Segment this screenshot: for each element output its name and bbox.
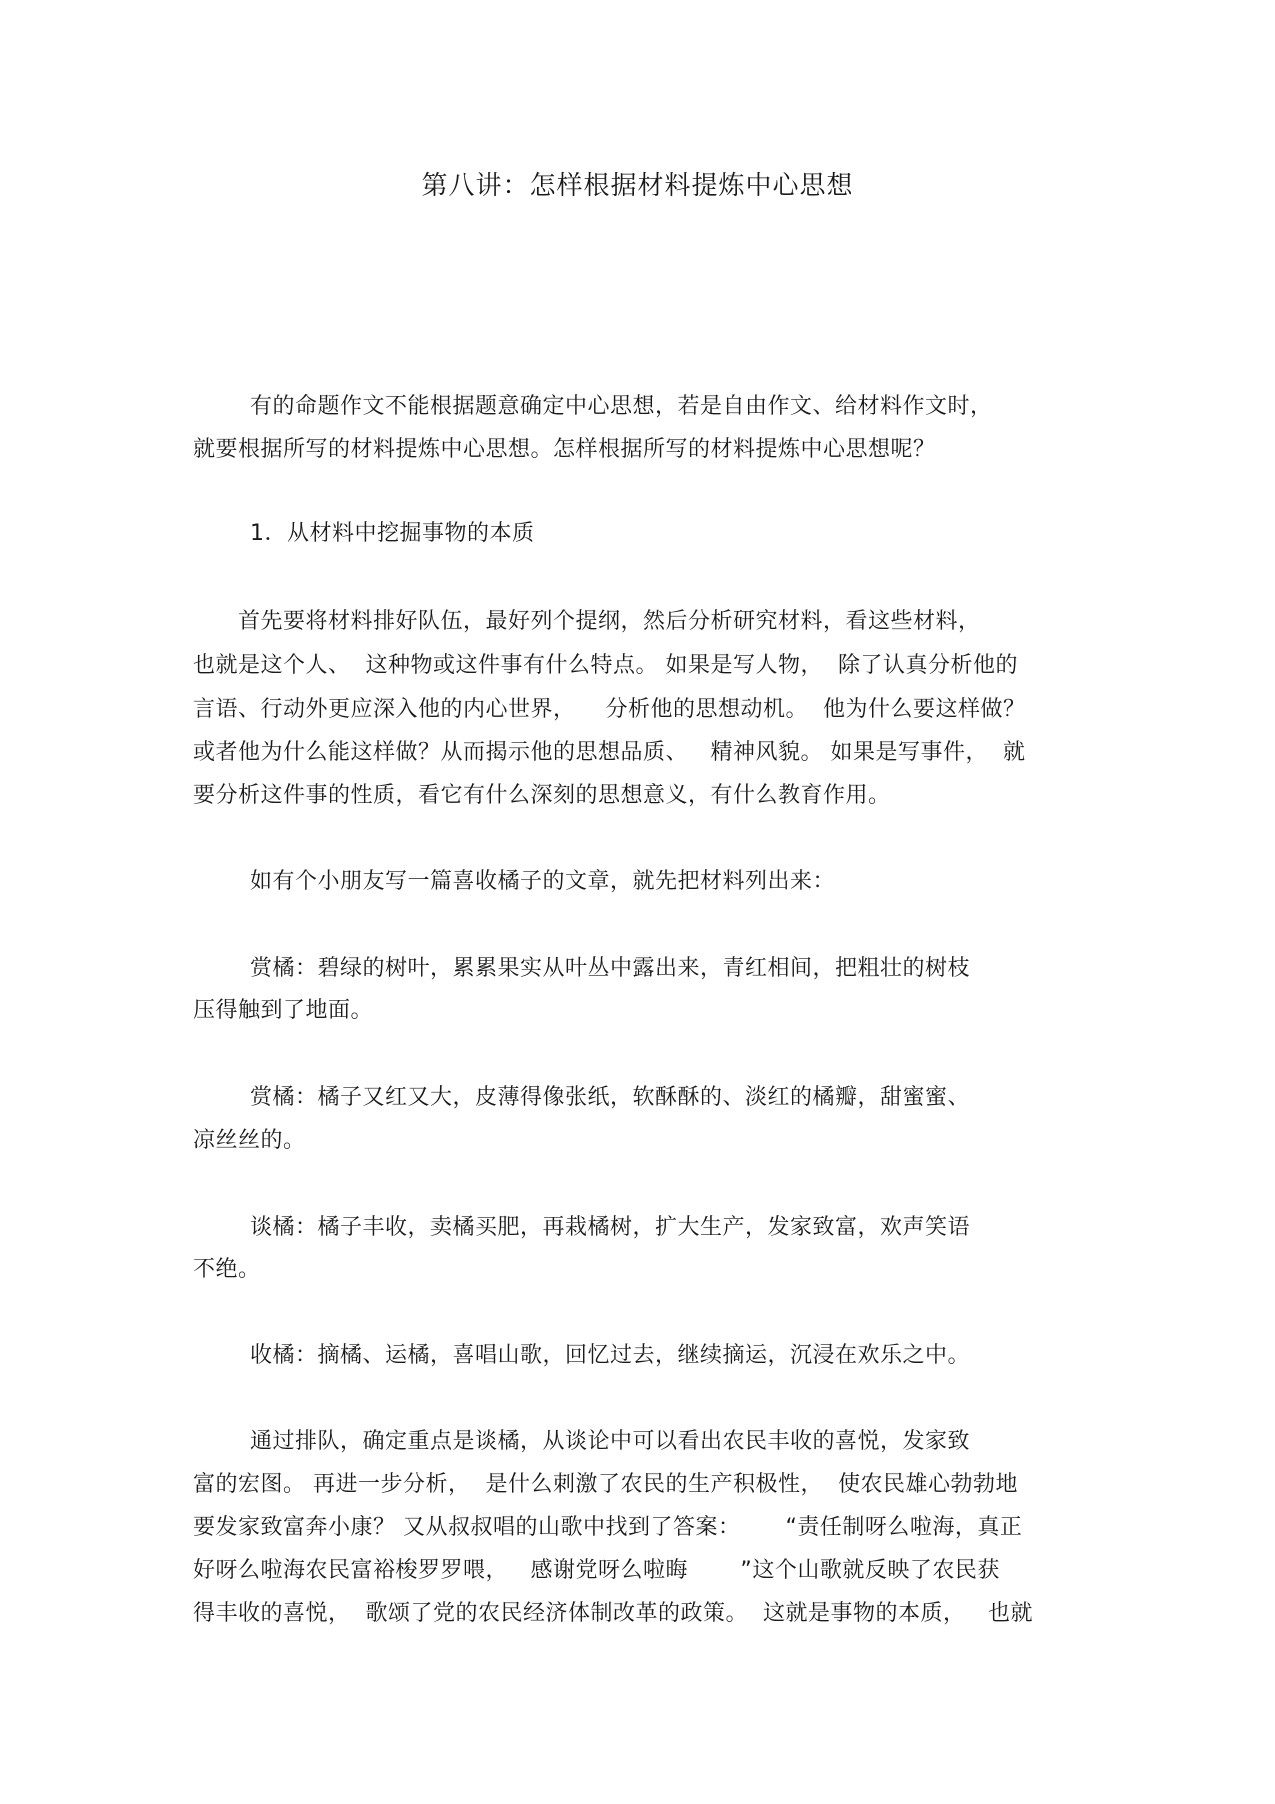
paragraph-4-line-1: 赏橘：碧绿的树叶，累累果实从叶丛中露出来，青红相间，把粗壮的树枝 bbox=[250, 956, 971, 981]
paragraph-3: 如有个小朋友写一篇喜收橘子的文章，就先把材料列出来： bbox=[250, 869, 836, 894]
paragraph-4-line-2: 压得触到了地面。 bbox=[193, 998, 374, 1023]
paragraph-8-line-4: 好呀么啦海农民富裕梭罗罗喂， 感谢党呀么啦晦 ”这个山歌就反映了农民获 bbox=[193, 1558, 1000, 1583]
paragraph-5-line-1: 赏橘：橘子又红又大，皮薄得像张纸，软酥酥的、淡红的橘瓣，甜蜜蜜、 bbox=[250, 1085, 971, 1110]
paragraph-7: 收橘：摘橘、运橘，喜唱山歌，回忆过去，继续摘运，沉浸在欢乐之中。 bbox=[250, 1343, 971, 1368]
section-heading-1: 1．从材料中挖掘事物的本质 bbox=[250, 521, 535, 546]
paragraph-1-line-2: 就要根据所写的材料提炼中心思想。怎样根据所写的材料提炼中心思想呢？ bbox=[193, 437, 936, 462]
paragraph-2-line-4: 或者他为什么能这样做？从而揭示他的思想品质、 精神风貌。 如果是写事件， 就 bbox=[193, 740, 1026, 765]
paragraph-2-line-3: 言语、行动外更应深入他的内心世界， 分析他的思想动机。 他为什么要这样做？ bbox=[193, 697, 1026, 722]
paragraph-6-line-2: 不绝。 bbox=[193, 1257, 261, 1282]
paragraph-8-line-1: 通过排队，确定重点是谈橘，从谈论中可以看出农民丰收的喜悦，发家致 bbox=[250, 1429, 971, 1454]
paragraph-8-line-5: 得丰收的喜悦， 歌颂了党的农民经济体制改革的政策。 这就是事物的本质， 也就 bbox=[193, 1601, 1033, 1626]
page-title: 第八讲：怎样根据材料提炼中心思想 bbox=[421, 171, 854, 201]
paragraph-1-line-1: 有的命题作文不能根据题意确定中心思想，若是自由作文、给材料作文时， bbox=[250, 394, 993, 419]
paragraph-8-line-3: 要发家致富奔小康？ 又从叔叔唱的山歌中找到了答案： “责任制呀么啦海，真正 bbox=[193, 1515, 1023, 1540]
paragraph-2-line-5: 要分析这件事的性质，看它有什么深刻的思想意义，有什么教育作用。 bbox=[193, 783, 891, 808]
paragraph-2-line-1: 首先要将材料排好队伍，最好列个提纲，然后分析研究材料，看这些材料， bbox=[238, 609, 981, 634]
paragraph-5-line-2: 凉丝丝的。 bbox=[193, 1128, 306, 1153]
paragraph-2-line-2: 也就是这个人、 这种物或这件事有什么特点。 如果是写人物， 除了认真分析他的 bbox=[193, 653, 1018, 678]
paragraph-6-line-1: 谈橘：橘子丰收，卖橘买肥，再栽橘树，扩大生产，发家致富，欢声笑语 bbox=[250, 1215, 971, 1240]
paragraph-8-line-2: 富的宏图。 再进一步分析， 是什么刺激了农民的生产积极性， 使农民雄心勃勃地 bbox=[193, 1472, 1018, 1497]
